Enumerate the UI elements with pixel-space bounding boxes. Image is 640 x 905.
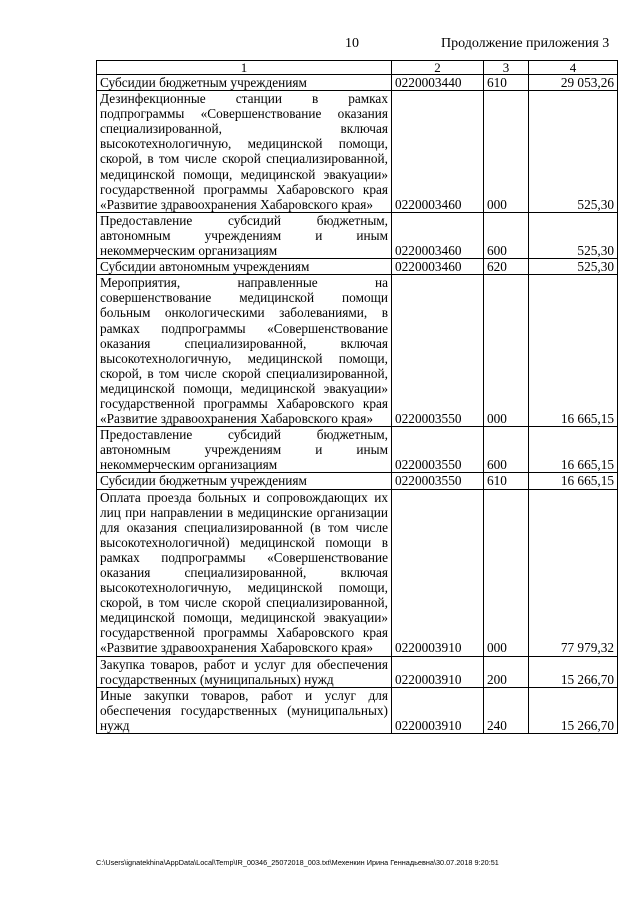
budget-table xyxy=(96,60,618,734)
table-row xyxy=(97,75,618,91)
row-expense-type: 610 xyxy=(484,75,529,91)
footer-file-path: C:\Users\ignatekhina\AppData\Local\Temp\IR_00346_25072018_003.txt\Мехенкин Ирина Геннадьевна\30.07.2018 9:20:51 xyxy=(96,858,499,867)
row-expense-type: 610 xyxy=(484,473,529,489)
row-description: Субсидии автономным учреждениям xyxy=(97,259,392,275)
row-amount: 525,30 xyxy=(529,212,618,258)
row-code: 0220003550 xyxy=(392,427,484,473)
table-row xyxy=(97,259,618,275)
row-description: Оплата проезда больных и сопровождающих их лиц при направлении в медицинские организации для оказания специализированной (в том числе высокотехнологичной) медицинской помощи в рамках подпрограммы «Совершенствование оказания специализированной, включая высокотехнологичную, медицинской помощи, скорой, в том числе скорой специализированной, медицинской помощи, медицинской эвакуации» государственной программы Хабаровского края «Развитие здравоохранения Хабаровского края» xyxy=(97,489,392,656)
row-expense-type: 000 xyxy=(484,91,529,213)
row-code: 0220003550 xyxy=(392,473,484,489)
row-description: Субсидии бюджетным учреждениям xyxy=(97,473,392,489)
row-description: Мероприятия, направленные на совершенствование медицинской помощи больным онкологическими заболеваниями, в рамках подпрограммы «Совершенствование оказания специализированной, включая высокотехнологичную, медицинской помощи, скорой, в том числе скорой специализированной, медицинской помощи, медицинской эвакуации» государственной программы Хабаровского края «Развитие здравоохранения Хабаровского края» xyxy=(97,275,392,427)
table-row xyxy=(97,91,618,213)
row-code: 0220003460 xyxy=(392,91,484,213)
row-amount: 525,30 xyxy=(529,259,618,275)
row-code: 0220003910 xyxy=(392,687,484,733)
table-header-row xyxy=(97,61,618,75)
column-header-code: 2 xyxy=(392,61,484,75)
row-amount: 29 053,26 xyxy=(529,75,618,91)
row-description: Предоставление субсидий бюджетным, автономным учреждениям и иным некоммерческим организациям xyxy=(97,427,392,473)
row-expense-type: 600 xyxy=(484,212,529,258)
table-row xyxy=(97,687,618,733)
page-number: 10 xyxy=(345,36,359,51)
table-row xyxy=(97,473,618,489)
row-amount: 525,30 xyxy=(529,91,618,213)
row-description: Иные закупки товаров, работ и услуг для обеспечения государственных (муниципальных) нужд xyxy=(97,687,392,733)
row-description: Закупка товаров, работ и услуг для обеспечения государственных (муниципальных) нужд xyxy=(97,656,392,687)
row-expense-type: 240 xyxy=(484,687,529,733)
row-code: 0220003440 xyxy=(392,75,484,91)
table-row xyxy=(97,212,618,258)
row-amount: 15 266,70 xyxy=(529,656,618,687)
row-amount: 15 266,70 xyxy=(529,687,618,733)
row-amount: 16 665,15 xyxy=(529,427,618,473)
row-description: Дезинфекционные станции в рамках подпрограммы «Совершенствование оказания специализированной, включая высокотехнологичную, медицинской помощи, скорой, в том числе скорой специализированной, медицинской помощи, медицинской эвакуации» государственной программы Хабаровского края «Развитие здравоохранения Хабаровского края» xyxy=(97,91,392,213)
row-amount: 77 979,32 xyxy=(529,489,618,656)
table-row xyxy=(97,275,618,427)
table-row xyxy=(97,427,618,473)
row-code: 0220003910 xyxy=(392,656,484,687)
column-header-amount: 4 xyxy=(529,61,618,75)
row-expense-type: 600 xyxy=(484,427,529,473)
row-amount: 16 665,15 xyxy=(529,473,618,489)
row-description: Предоставление субсидий бюджетным, автономным учреждениям и иным некоммерческим организациям xyxy=(97,212,392,258)
row-expense-type: 000 xyxy=(484,489,529,656)
row-expense-type: 200 xyxy=(484,656,529,687)
row-description: Субсидии бюджетным учреждениям xyxy=(97,75,392,91)
table-row xyxy=(97,656,618,687)
row-code: 0220003550 xyxy=(392,275,484,427)
row-amount: 16 665,15 xyxy=(529,275,618,427)
row-expense-type: 620 xyxy=(484,259,529,275)
row-code: 0220003460 xyxy=(392,212,484,258)
column-header-expense-type: 3 xyxy=(484,61,529,75)
row-expense-type: 000 xyxy=(484,275,529,427)
column-header-description: 1 xyxy=(97,61,392,75)
appendix-continuation-label: Продолжение приложения 3 xyxy=(441,36,610,51)
row-code: 0220003460 xyxy=(392,259,484,275)
table-row xyxy=(97,489,618,656)
row-code: 0220003910 xyxy=(392,489,484,656)
